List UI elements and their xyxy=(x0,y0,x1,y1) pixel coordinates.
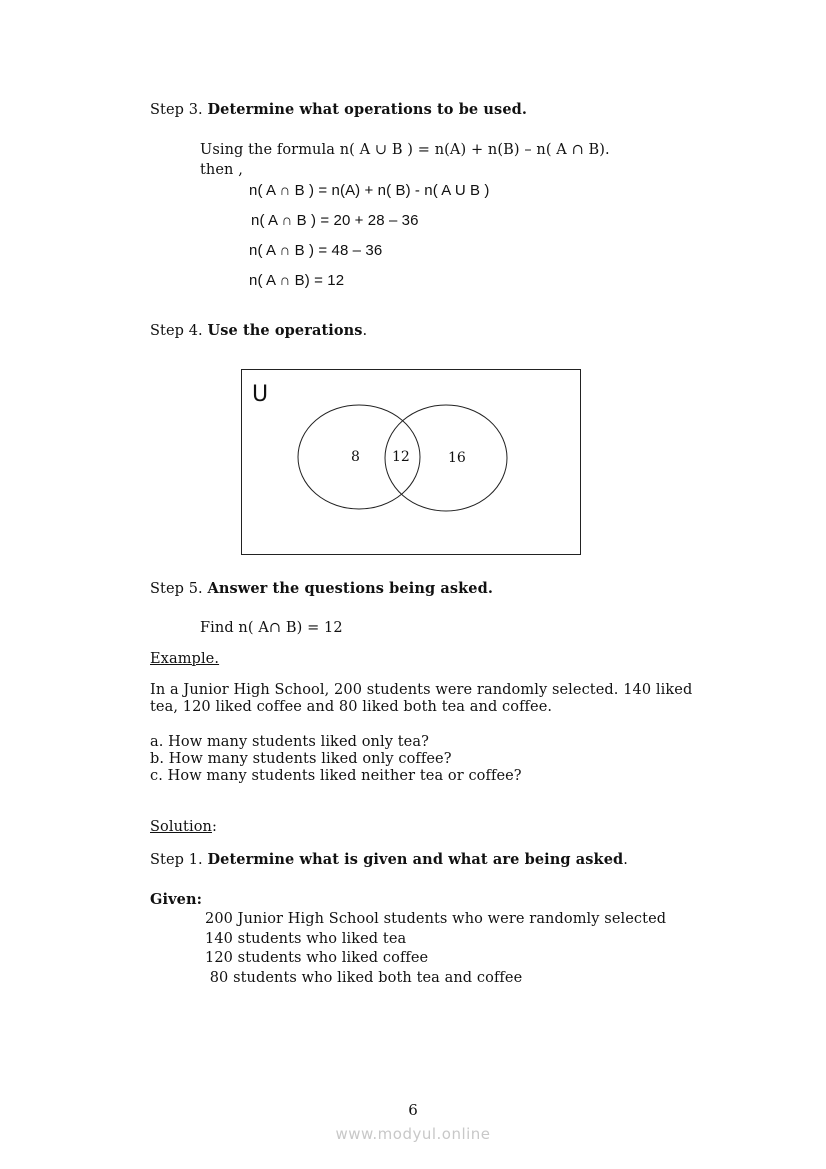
step1-title: Determine what is given and what are being asked xyxy=(207,851,624,868)
given-label xyxy=(150,891,202,909)
then-text: then , xyxy=(200,162,243,178)
solution-label: Solution xyxy=(150,819,212,835)
formula-line: Using the formula n( A ∪ B ) = n(A) + n(B) – n( A ∩ B). xyxy=(200,142,610,158)
step5-heading xyxy=(150,580,493,598)
example-heading: Example. xyxy=(150,651,220,667)
step3-heading xyxy=(150,101,527,119)
question-a: a. How many students liked only tea? xyxy=(150,734,429,750)
equation-3: n( A ∩ B ) = 48 – 36 xyxy=(249,242,383,259)
equation-1: n( A ∩ B ) = n(A) + n( B) - n( A U B ) xyxy=(249,182,490,199)
given-label-text: Given: xyxy=(150,891,203,908)
solution-heading xyxy=(150,819,217,836)
watermark: www.modyul.online xyxy=(335,1125,491,1143)
only-b-value: 16 xyxy=(448,450,466,466)
equation-4: n( A ∩ B) = 12 xyxy=(249,272,345,289)
step4-title: Use the operations xyxy=(207,322,363,339)
given-item: 120 students who liked coffee xyxy=(205,950,429,966)
given-item: 200 Junior High School students who were randomly selected xyxy=(205,911,667,927)
given-item: 140 students who liked tea xyxy=(205,931,407,947)
step5-prefix: Step 5. xyxy=(150,581,208,597)
step5-answer: Find n( A∩ B) = 12 xyxy=(200,620,343,636)
step4-heading xyxy=(150,322,367,340)
universe-label: U xyxy=(252,382,269,407)
step1-prefix: Step 1. xyxy=(150,852,208,868)
only-a-value: 8 xyxy=(351,449,360,465)
step3-prefix: Step 3. xyxy=(150,102,208,118)
question-b: b. How many students liked only coffee? xyxy=(150,751,452,767)
given-item: 80 students who liked both tea and coffee xyxy=(205,970,523,986)
step4-suffix: . xyxy=(362,323,368,339)
page-number: 6 xyxy=(408,1101,418,1119)
problem-line-2: tea, 120 liked coffee and 80 liked both tea and coffee. xyxy=(150,699,553,715)
question-c: c. How many students liked neither tea or coffee? xyxy=(150,768,522,784)
intersection-value: 12 xyxy=(392,449,410,465)
step4-prefix: Step 4. xyxy=(150,323,208,339)
step1-suffix: . xyxy=(623,852,628,868)
step5-title: Answer the questions being asked. xyxy=(207,580,493,597)
solution-colon: : xyxy=(211,819,217,835)
problem-line-1: In a Junior High School, 200 students were randomly selected. 140 liked xyxy=(150,682,693,698)
equation-2: n( A ∩ B ) = 20 + 28 – 36 xyxy=(251,212,419,229)
step3-title: Determine what operations to be used. xyxy=(207,101,528,118)
step1-heading xyxy=(150,851,628,869)
venn-diagram xyxy=(241,369,581,555)
